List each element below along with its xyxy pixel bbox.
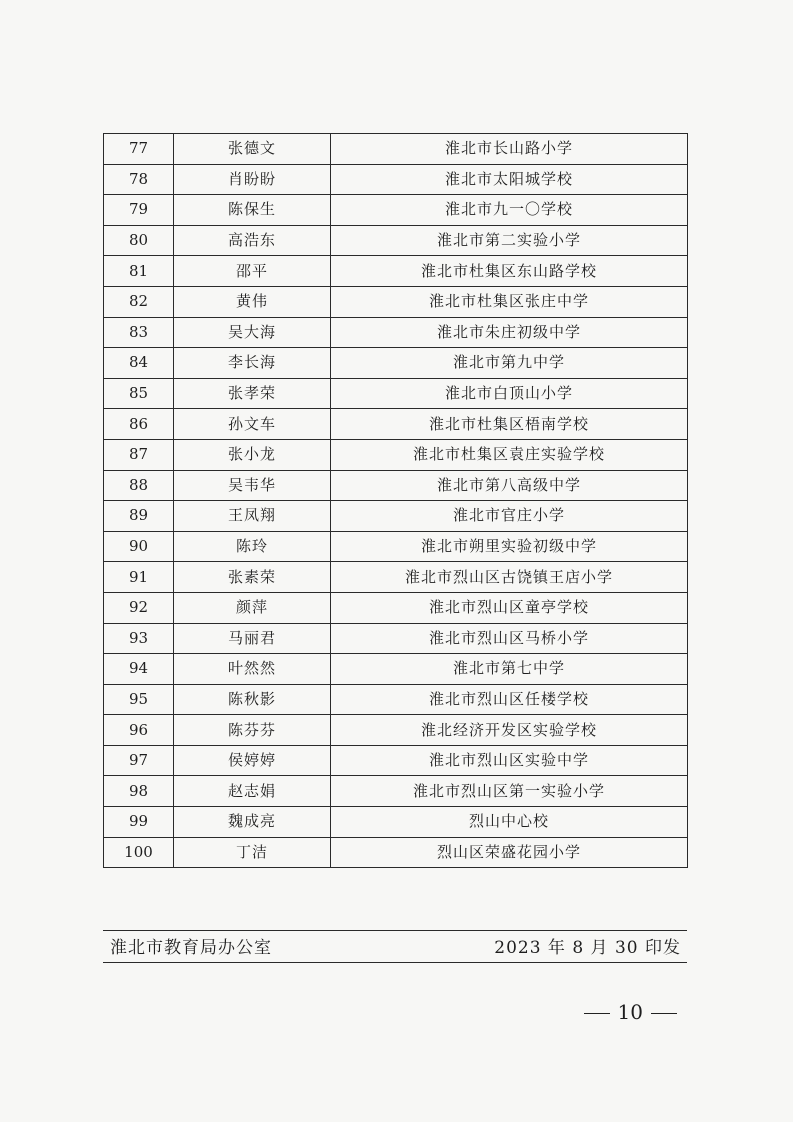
school-name: 淮北市杜集区袁庄实验学校 <box>331 439 688 470</box>
school-name: 淮北市太阳城学校 <box>331 164 688 195</box>
table-row <box>104 654 688 685</box>
row-number: 93 <box>104 623 174 654</box>
table-row <box>104 592 688 623</box>
school-name: 淮北市第七中学 <box>331 654 688 685</box>
table-row <box>104 531 688 562</box>
dash-left-icon <box>584 1013 610 1014</box>
row-number: 90 <box>104 531 174 562</box>
school-name: 淮北市烈山区任楼学校 <box>331 684 688 715</box>
roster-table-body <box>104 134 688 868</box>
teacher-name: 王凤翔 <box>174 501 331 532</box>
teacher-name: 侯婷婷 <box>174 745 331 776</box>
table-row <box>104 715 688 746</box>
row-number: 97 <box>104 745 174 776</box>
issue-date: 2023 年 8 月 30 印发 <box>494 938 681 958</box>
teacher-name: 张孝荣 <box>174 378 331 409</box>
issuer-office: 淮北市教育局办公室 <box>110 938 272 958</box>
table-row <box>104 378 688 409</box>
school-name: 淮北市九一〇学校 <box>331 195 688 226</box>
teacher-name: 叶然然 <box>174 654 331 685</box>
row-number: 77 <box>104 134 174 165</box>
table-row <box>104 348 688 379</box>
table-row <box>104 745 688 776</box>
teacher-name: 赵志娟 <box>174 776 331 807</box>
row-number: 78 <box>104 164 174 195</box>
teacher-name: 肖盼盼 <box>174 164 331 195</box>
teacher-name: 邵平 <box>174 256 331 287</box>
school-name: 淮北市朱庄初级中学 <box>331 317 688 348</box>
table-row <box>104 195 688 226</box>
teacher-name: 张素荣 <box>174 562 331 593</box>
roster-table <box>103 133 688 868</box>
row-number: 79 <box>104 195 174 226</box>
row-number: 100 <box>104 837 174 868</box>
teacher-name: 魏成亮 <box>174 807 331 838</box>
table-row <box>104 134 688 165</box>
teacher-name: 马丽君 <box>174 623 331 654</box>
teacher-name: 陈芬芬 <box>174 715 331 746</box>
teacher-name: 黄伟 <box>174 286 331 317</box>
teacher-name: 颜萍 <box>174 592 331 623</box>
school-name: 淮北市第九中学 <box>331 348 688 379</box>
school-name: 淮北市长山路小学 <box>331 134 688 165</box>
table-row <box>104 470 688 501</box>
row-number: 80 <box>104 225 174 256</box>
table-row <box>104 164 688 195</box>
school-name: 淮北市烈山区童亭学校 <box>331 592 688 623</box>
row-number: 87 <box>104 439 174 470</box>
table-row <box>104 317 688 348</box>
teacher-name: 高浩东 <box>174 225 331 256</box>
table-row <box>104 501 688 532</box>
table-row <box>104 439 688 470</box>
row-number: 84 <box>104 348 174 379</box>
table-row <box>104 409 688 440</box>
row-number: 94 <box>104 654 174 685</box>
school-name: 淮北市第八高级中学 <box>331 470 688 501</box>
row-number: 88 <box>104 470 174 501</box>
table-row <box>104 256 688 287</box>
table-row <box>104 623 688 654</box>
dash-right-icon <box>651 1013 677 1014</box>
row-number: 83 <box>104 317 174 348</box>
footer-rule-top <box>103 930 687 931</box>
school-name: 淮北市官庄小学 <box>331 501 688 532</box>
row-number: 96 <box>104 715 174 746</box>
table-row <box>104 807 688 838</box>
school-name: 淮北市杜集区梧南学校 <box>331 409 688 440</box>
school-name: 淮北市烈山区马桥小学 <box>331 623 688 654</box>
school-name: 淮北市白顶山小学 <box>331 378 688 409</box>
footer-rule-bottom <box>103 962 687 963</box>
teacher-name: 陈玲 <box>174 531 331 562</box>
teacher-name: 张德文 <box>174 134 331 165</box>
row-number: 86 <box>104 409 174 440</box>
row-number: 95 <box>104 684 174 715</box>
row-number: 81 <box>104 256 174 287</box>
school-name: 淮北市第二实验小学 <box>331 225 688 256</box>
teacher-name: 丁洁 <box>174 837 331 868</box>
school-name: 淮北市杜集区张庄中学 <box>331 286 688 317</box>
teacher-name: 吴韦华 <box>174 470 331 501</box>
page-number: 10 <box>617 1000 643 1024</box>
teacher-name: 吴大海 <box>174 317 331 348</box>
row-number: 99 <box>104 807 174 838</box>
teacher-name: 陈保生 <box>174 195 331 226</box>
table-row <box>104 286 688 317</box>
table-row <box>104 776 688 807</box>
school-name: 淮北市烈山区古饶镇王店小学 <box>331 562 688 593</box>
page-number-block <box>0 1000 793 1024</box>
teacher-name: 李长海 <box>174 348 331 379</box>
school-name: 烈山中心校 <box>331 807 688 838</box>
table-row <box>104 837 688 868</box>
row-number: 92 <box>104 592 174 623</box>
school-name: 淮北经济开发区实验学校 <box>331 715 688 746</box>
school-name: 烈山区荣盛花园小学 <box>331 837 688 868</box>
school-name: 淮北市烈山区第一实验小学 <box>331 776 688 807</box>
row-number: 82 <box>104 286 174 317</box>
teacher-name: 陈秋影 <box>174 684 331 715</box>
school-name: 淮北市烈山区实验中学 <box>331 745 688 776</box>
teacher-name: 张小龙 <box>174 439 331 470</box>
table-row <box>104 684 688 715</box>
row-number: 89 <box>104 501 174 532</box>
table-row <box>104 562 688 593</box>
row-number: 98 <box>104 776 174 807</box>
school-name: 淮北市朔里实验初级中学 <box>331 531 688 562</box>
table-row <box>104 225 688 256</box>
row-number: 91 <box>104 562 174 593</box>
teacher-name: 孙文车 <box>174 409 331 440</box>
row-number: 85 <box>104 378 174 409</box>
school-name: 淮北市杜集区东山路学校 <box>331 256 688 287</box>
